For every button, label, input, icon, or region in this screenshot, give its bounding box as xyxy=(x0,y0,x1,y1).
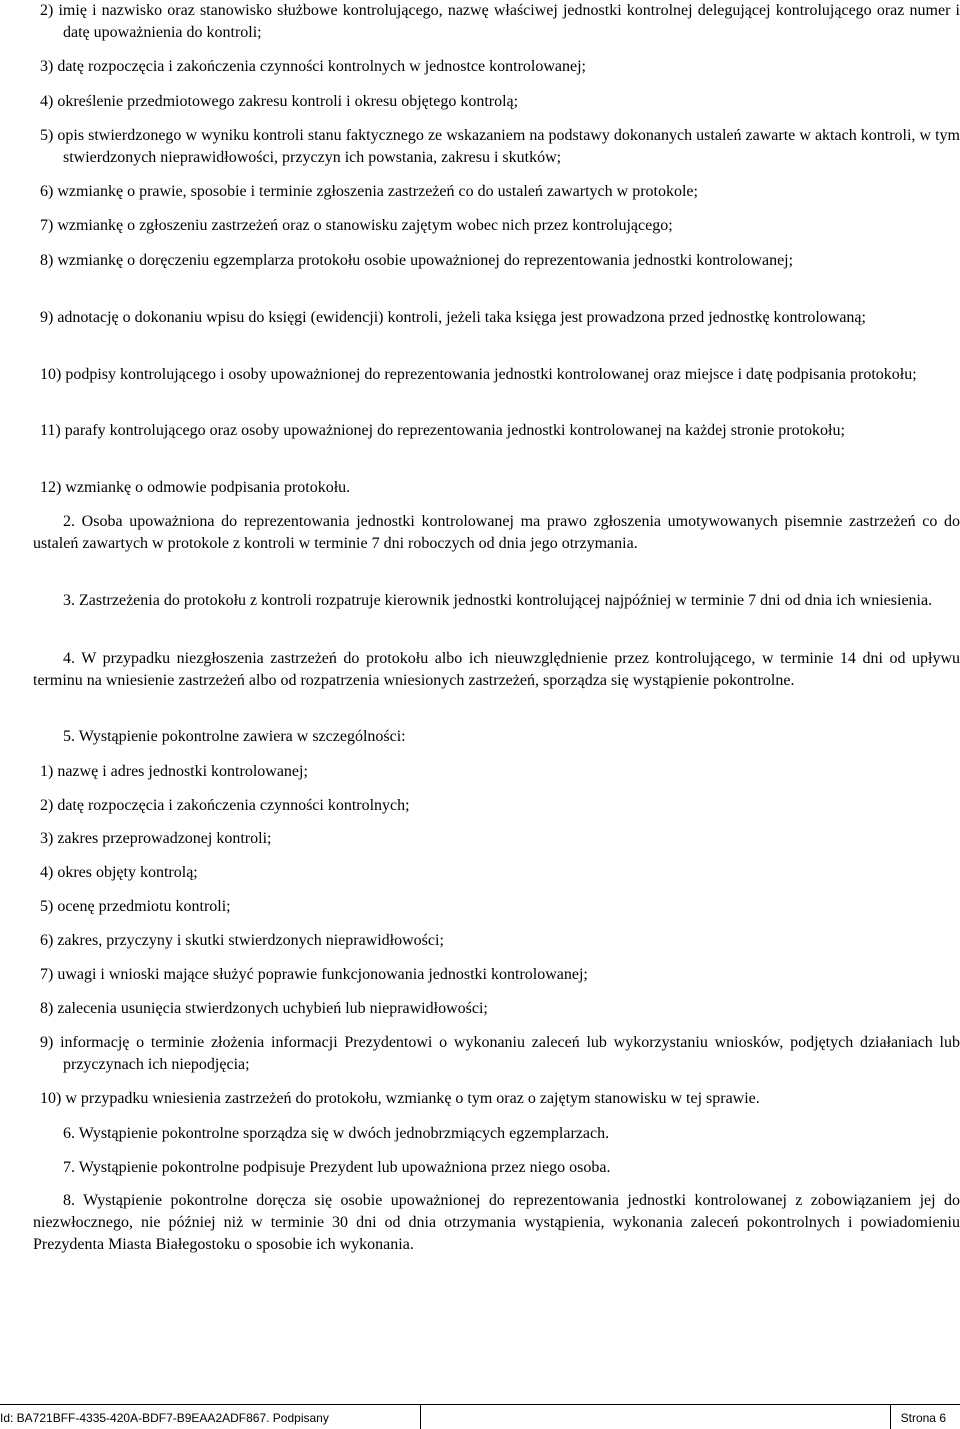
statement-item-5: 5) ocenę przedmiotu kontroli; xyxy=(40,898,231,915)
footer-divider-left xyxy=(420,1405,421,1429)
statement-item-3: 3) zakres przeprowadzonej kontroli; xyxy=(40,830,272,847)
statement-item-8: 8) zalecenia usunięcia stwierdzonych uchybień lub nieprawidłowości; xyxy=(40,1000,488,1017)
protocol-item-5: 5) opis stwierdzonego w wyniku kontroli stanu faktycznego ze wskazaniem na podstawy dokonanych ustaleń zawarte w aktach kontroli, w tym stwierdzonych nieprawidłowości, przyczyn ich powstania, zakresu i skutków; xyxy=(40,127,960,166)
section-2: 2. Osoba upoważniona do reprezentowania jednostki kontrolowanej ma prawo zgłoszenia umotywowanych pisemnie zastrzeżeń co do ustaleń zawartych w protokole z kontroli w terminie 7 dni roboczych od dnia jego otrzymania. xyxy=(33,513,960,552)
statement-item-4: 4) okres objęty kontrolą; xyxy=(40,864,198,881)
statement-item-7: 7) uwagi i wnioski mające służyć poprawie funkcjonowania jednostki kontrolowanej; xyxy=(40,966,588,983)
protocol-item-9: 9) adnotację o dokonaniu wpisu do księgi (ewidencji) kontroli, jeżeli taka księga jest prowadzona przed jednostkę kontrolowaną; xyxy=(40,309,866,326)
protocol-item-6: 6) wzmiankę o prawie, sposobie i terminie zgłoszenia zastrzeżeń co do ustaleń zawartych w protokole; xyxy=(40,183,698,200)
page-number: Strona 6 xyxy=(900,1411,946,1425)
statement-item-1: 1) nazwę i adres jednostki kontrolowanej; xyxy=(40,763,308,780)
protocol-item-2: 2) imię i nazwisko oraz stanowisko służbowe kontrolującego, nazwę właściwej jednostki kontrolnej delegującej kontrolującego oraz numer i datę upoważnienia do kontroli; xyxy=(40,2,960,41)
section-8: 8. Wystąpienie pokontrolne doręcza się osobie upoważnionej do reprezentowania jednostki kontrolowanej z zobowiązaniem jej do niezwłocznego, nie później niż w terminie 30 dni od dnia otrzymania wystąpienia, wykonania zaleceń pokontrolnych i powiadomieniu Prezydenta Miasta Białegostoku o sposobie ich wykonania. xyxy=(33,1192,960,1253)
section-5: 5. Wystąpienie pokontrolne zawiera w szczególności: xyxy=(63,728,406,745)
protocol-item-4: 4) określenie przedmiotowego zakresu kontroli i okresu objętego kontrolą; xyxy=(40,93,519,110)
protocol-item-11: 11) parafy kontrolującego oraz osoby upoważnionej do reprezentowania jednostki kontrolowanej na każdej stronie protokołu; xyxy=(40,422,845,439)
protocol-item-7: 7) wzmiankę o zgłoszeniu zastrzeżeń oraz o stanowisku zajętym wobec nich przez kontrolującego; xyxy=(40,217,673,234)
section-4: 4. W przypadku niezgłoszenia zastrzeżeń do protokołu albo ich nieuwzględnienie przez kontrolującego, w terminie 14 dni od upływu terminu na wniesienie zastrzeżeń albo od rozpatrzenia wniesionych zastrzeżeń, sporządza się wystąpienie pokontrolne. xyxy=(33,650,960,689)
statement-item-6: 6) zakres, przyczyny i skutki stwierdzonych nieprawidłowości; xyxy=(40,932,444,949)
statement-item-2: 2) datę rozpoczęcia i zakończenia czynności kontrolnych; xyxy=(40,797,410,814)
section-3: 3. Zastrzeżenia do protokołu z kontroli rozpatruje kierownik jednostki kontrolującej najpóźniej w terminie 7 dni od dnia ich wniesienia. xyxy=(63,592,933,609)
protocol-item-8: 8) wzmiankę o doręczeniu egzemplarza protokołu osobie upoważnionej do reprezentowania jednostki kontrolowanej; xyxy=(40,252,794,269)
page-footer xyxy=(0,1404,960,1429)
statement-item-9: 9) informację o terminie złożenia informacji Prezydentowi o wykonaniu zaleceń lub wykorzystaniu wniosków, podjętych działaniach lub przyczynach ich niepodjęcia; xyxy=(40,1034,960,1073)
statement-item-10: 10) w przypadku wniesienia zastrzeżeń do protokołu, wzmiankę o tym oraz o zajętym stanowisku w tej sprawie. xyxy=(40,1090,760,1107)
document-id: Id: BA721BFF-4335-420A-BDF7-B9EAA2ADF867. Podpisany xyxy=(0,1411,329,1425)
section-7: 7. Wystąpienie pokontrolne podpisuje Prezydent lub upoważniona przez niego osoba. xyxy=(63,1159,611,1176)
protocol-item-10: 10) podpisy kontrolującego i osoby upoważnionej do reprezentowania jednostki kontrolowanej oraz miejsce i datę podpisania protokołu; xyxy=(40,366,917,383)
section-6: 6. Wystąpienie pokontrolne sporządza się w dwóch jednobrzmiących egzemplarzach. xyxy=(63,1125,610,1142)
protocol-item-3: 3) datę rozpoczęcia i zakończenia czynności kontrolnych w jednostce kontrolowanej; xyxy=(40,58,586,75)
protocol-item-12: 12) wzmiankę o odmowie podpisania protokołu. xyxy=(40,479,351,496)
footer-divider-right xyxy=(890,1405,891,1429)
